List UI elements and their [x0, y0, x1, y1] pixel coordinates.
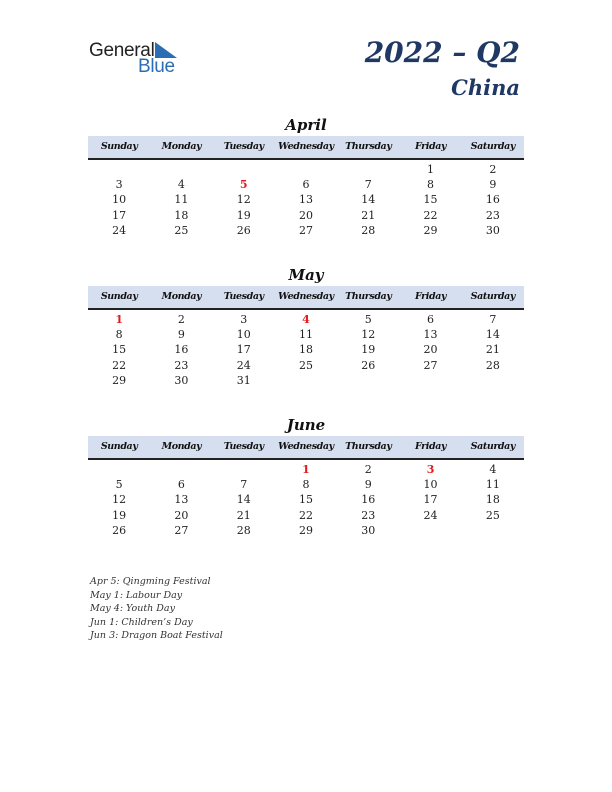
weekday-header — [88, 436, 524, 460]
weekday-tuesday: Tuesday — [223, 141, 264, 152]
calendar-date: 12 — [361, 328, 376, 342]
weekday-header — [88, 286, 524, 310]
calendar-date: 25 — [485, 508, 500, 522]
holiday-date: 5 — [239, 178, 248, 192]
calendar-date: 29 — [423, 223, 438, 237]
calendar-date: 19 — [361, 343, 376, 357]
day-blank — [88, 162, 150, 177]
calendar-date: 20 — [298, 208, 313, 222]
calendar-date: 15 — [423, 193, 438, 207]
weekday-wednesday: Wednesday — [278, 441, 334, 452]
calendar-date: 24 — [423, 508, 438, 522]
weekday-sunday: Sunday — [100, 141, 138, 152]
calendar-date: 22 — [112, 358, 127, 372]
calendar-date: 2 — [364, 463, 372, 476]
weekday-wednesday: Wednesday — [278, 141, 334, 152]
calendar-date: 7 — [240, 478, 248, 492]
calendar-date: 24 — [112, 223, 127, 237]
logo-word-blue: Blue — [138, 56, 175, 77]
calendar-date: 25 — [298, 358, 313, 372]
day-grid — [88, 310, 524, 388]
calendar-date: 27 — [423, 358, 438, 372]
calendar-date: 29 — [298, 523, 313, 537]
calendar-date: 23 — [361, 508, 376, 522]
holiday-date: 4 — [302, 313, 310, 326]
weekday-friday: Friday — [414, 441, 447, 452]
month-title: May — [288, 266, 324, 284]
day-grid — [88, 460, 524, 538]
calendar-date: 2 — [177, 313, 185, 326]
holiday-date: 1 — [302, 463, 310, 476]
calendar-date: 15 — [298, 493, 313, 507]
weekday-header — [88, 136, 524, 160]
calendar-date: 18 — [174, 208, 189, 222]
calendar-date: 24 — [236, 358, 251, 372]
weekday-monday: Monday — [161, 441, 202, 452]
weekday-friday: Friday — [414, 291, 447, 302]
calendar-date: 22 — [298, 508, 313, 522]
weekday-monday: Monday — [161, 291, 202, 302]
calendar-date: 4 — [489, 463, 497, 476]
calendar-date: 29 — [112, 373, 127, 387]
holiday-note: Jun 3: Dragon Boat Festival — [90, 630, 223, 642]
holiday-date: 1 — [115, 313, 123, 326]
calendar-date: 11 — [174, 193, 189, 207]
holiday-note: Jun 1: Children’s Day — [90, 616, 193, 628]
day-blank — [337, 162, 399, 177]
weekday-thursday: Thursday — [345, 291, 392, 302]
weekday-sunday: Sunday — [100, 441, 138, 452]
holiday-note: May 4: Youth Day — [90, 603, 175, 615]
country-name: China — [451, 75, 520, 100]
day-blank — [213, 462, 275, 477]
calendar-date: 3 — [115, 178, 123, 192]
month-may — [88, 265, 524, 388]
calendar-date: 19 — [236, 208, 251, 222]
weekday-monday: Monday — [161, 141, 202, 152]
calendar-date: 27 — [298, 223, 313, 237]
calendar-date: 30 — [361, 523, 376, 537]
calendar-date: 28 — [485, 358, 500, 372]
calendar-date: 23 — [174, 358, 189, 372]
day-blank — [150, 162, 212, 177]
calendar-date: 28 — [236, 523, 251, 537]
calendar-date: 16 — [361, 493, 376, 507]
calendar-date: 25 — [174, 223, 189, 237]
calendar-date: 4 — [177, 178, 185, 192]
calendar-date: 19 — [112, 508, 127, 522]
calendar-date: 10 — [236, 328, 251, 342]
calendar-date: 14 — [485, 328, 500, 342]
day-grid — [88, 160, 524, 238]
calendar-date: 14 — [361, 193, 376, 207]
calendar-date: 26 — [361, 358, 376, 372]
month-april — [88, 115, 524, 238]
calendar-date: 21 — [485, 343, 500, 357]
calendar-date: 17 — [423, 493, 438, 507]
calendar-date: 9 — [489, 178, 497, 192]
day-blank — [275, 162, 337, 177]
calendar-date: 16 — [485, 193, 500, 207]
page-title: 2022 – Q2 — [364, 36, 520, 69]
calendar-date: 18 — [298, 343, 313, 357]
generalblue-logo — [89, 40, 189, 76]
calendar-date: 14 — [236, 493, 251, 507]
calendar-date: 28 — [361, 223, 376, 237]
weekday-wednesday: Wednesday — [278, 291, 334, 302]
holiday-notes — [90, 575, 223, 643]
day-blank — [150, 462, 212, 477]
calendar-date: 1 — [427, 163, 435, 176]
calendar-date: 9 — [177, 328, 185, 342]
holiday-date: 3 — [426, 463, 435, 476]
calendar-date: 13 — [174, 493, 189, 507]
weekday-saturday: Saturday — [470, 291, 516, 302]
calendar-date: 10 — [112, 193, 127, 207]
weekday-tuesday: Tuesday — [223, 291, 264, 302]
calendar-date: 11 — [298, 328, 313, 342]
calendar-date: 13 — [423, 328, 438, 342]
weekday-friday: Friday — [414, 141, 447, 152]
day-blank — [213, 162, 275, 177]
weekday-saturday: Saturday — [470, 441, 516, 452]
month-title: April — [285, 116, 327, 134]
day-blank — [88, 462, 150, 477]
logo-word-general: General — [89, 40, 155, 61]
calendar-date: 5 — [115, 478, 123, 492]
calendar-date: 12 — [112, 493, 127, 507]
month-title: June — [286, 416, 326, 434]
calendar-date: 16 — [174, 343, 189, 357]
holiday-note: Apr 5: Qingming Festival — [90, 576, 211, 587]
calendar-date: 6 — [427, 313, 435, 326]
weekday-thursday: Thursday — [345, 441, 392, 452]
calendar-date: 21 — [236, 508, 251, 522]
weekday-saturday: Saturday — [470, 141, 516, 152]
weekday-tuesday: Tuesday — [223, 441, 264, 452]
calendar-date: 20 — [423, 343, 438, 357]
weekday-sunday: Sunday — [100, 291, 138, 302]
calendar-date: 7 — [364, 178, 372, 192]
calendar-date: 10 — [423, 478, 438, 492]
calendar-date: 8 — [115, 328, 123, 342]
weekday-thursday: Thursday — [345, 141, 392, 152]
calendar-date: 9 — [364, 478, 372, 492]
month-june — [88, 415, 524, 538]
calendar-date: 5 — [364, 313, 372, 326]
calendar-date: 7 — [489, 313, 497, 326]
calendar-date: 8 — [302, 478, 310, 492]
calendar-date: 26 — [112, 523, 127, 537]
calendar-date: 26 — [236, 223, 251, 237]
calendar-date: 23 — [485, 208, 500, 222]
calendar-date: 8 — [427, 178, 435, 192]
holiday-note: May 1: Labour Day — [90, 589, 183, 601]
calendar-date: 30 — [174, 373, 189, 387]
calendar-date: 18 — [485, 493, 500, 507]
calendar-date: 31 — [236, 373, 251, 387]
calendar-date: 21 — [361, 208, 376, 222]
calendar-date: 30 — [485, 223, 500, 237]
calendar-date: 17 — [236, 343, 251, 357]
calendar-date: 27 — [174, 523, 189, 537]
calendar-date: 6 — [177, 478, 185, 492]
calendar-date: 20 — [174, 508, 189, 522]
calendar-date: 3 — [240, 313, 248, 326]
calendar-date: 12 — [236, 193, 251, 207]
calendar-date: 22 — [423, 208, 438, 222]
calendar-date: 13 — [298, 193, 313, 207]
calendar-date: 17 — [112, 208, 127, 222]
calendar-date: 2 — [489, 163, 497, 176]
calendar-date: 6 — [302, 178, 310, 192]
calendar-date: 15 — [112, 343, 127, 357]
calendar-date: 11 — [485, 478, 500, 492]
